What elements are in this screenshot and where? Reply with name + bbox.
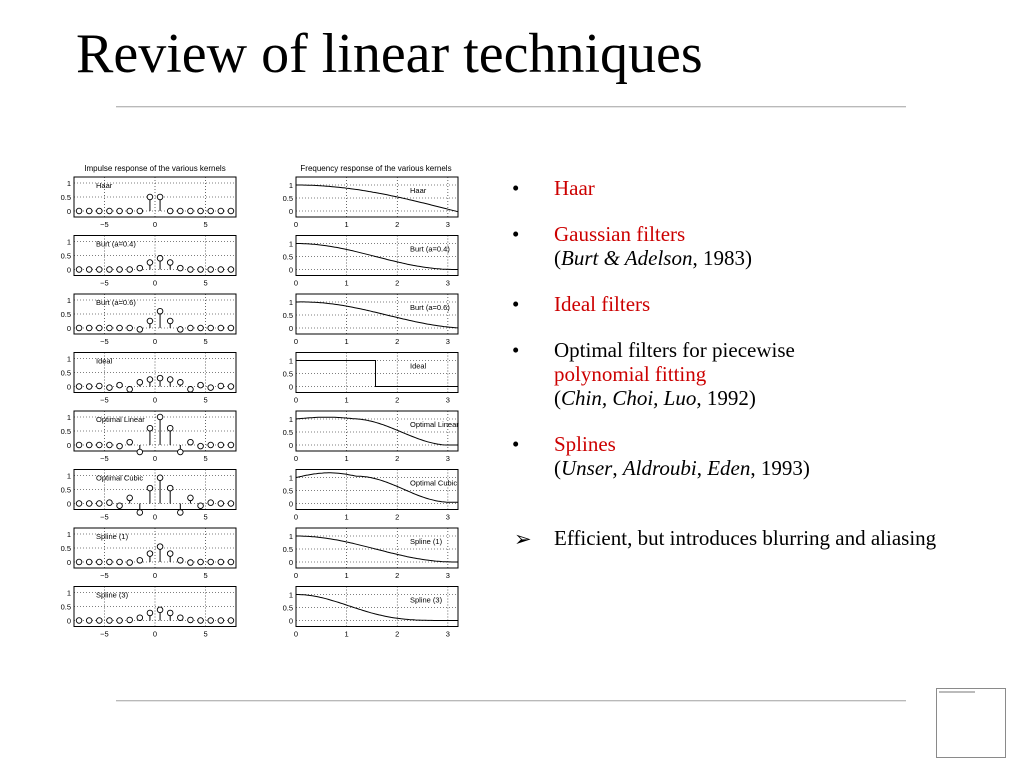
impulse-sample-point (137, 327, 143, 333)
impulse-sample-point (208, 267, 214, 273)
impulse-y-tick-label: 1 (66, 471, 71, 481)
impulse-y-tick-label: 1 (66, 588, 71, 598)
bullet-ideal (512, 292, 972, 316)
frequency-y-tick-label: 0 (288, 265, 293, 275)
impulse-sample-point (97, 618, 103, 624)
frequency-x-tick-label: 0 (293, 629, 299, 639)
impulse-sample-point (218, 383, 224, 389)
impulse-sample-point (188, 267, 194, 273)
impulse-sample-point (117, 325, 123, 331)
impulse-y-tick-label: 0.5 (60, 251, 71, 261)
bullet-haar (512, 176, 972, 200)
frequency-x-tick-label: 1 (344, 278, 349, 288)
bullet-text: Gaussian filters (554, 222, 686, 246)
frequency-panel-label: Burt (a=0.4) (410, 244, 450, 254)
impulse-sample-point (137, 208, 143, 214)
impulse-sample-point (137, 510, 143, 516)
bullet-gaussian (512, 222, 972, 270)
frequency-panel-label: Burt (a=0.6) (410, 303, 450, 312)
conclusion-text: Efficient, but introduces blurring and aliasing (554, 526, 937, 550)
impulse-y-tick-label: 1 (66, 237, 71, 247)
impulse-sample-point (167, 208, 173, 214)
impulse-sample-point (86, 618, 92, 624)
impulse-sample-point (137, 558, 143, 564)
impulse-sample-point (147, 377, 153, 383)
impulse-sample-point (198, 325, 204, 331)
impulse-sample-point (127, 387, 133, 393)
frequency-x-tick-label: 2 (395, 395, 400, 405)
frequency-y-tick-label: 0.5 (282, 369, 293, 379)
impulse-sample-point (117, 618, 123, 624)
impulse-x-tick-label: 5 (203, 337, 208, 346)
frequency-x-tick-label: 1 (344, 337, 349, 346)
impulse-y-tick-label: 0.5 (60, 427, 71, 436)
frequency-x-tick-label: 2 (395, 512, 400, 522)
impulse-sample-point (218, 325, 224, 331)
citation-author-1: Unser (561, 456, 613, 480)
bullet-text: Haar (554, 176, 595, 200)
impulse-y-tick-label: 0 (66, 265, 71, 275)
impulse-sample-point (178, 208, 184, 214)
impulse-sample-point (127, 267, 133, 273)
impulse-x-tick-label: 5 (203, 278, 208, 288)
impulse-sample-point (76, 325, 82, 331)
impulse-column-title: Impulse response of the various kernels (84, 164, 226, 173)
impulse-sample-point (117, 503, 123, 509)
impulse-sample-point (76, 559, 82, 565)
impulse-y-tick-label: 0 (66, 616, 71, 626)
citation-authors: Chin, Choi, Luo (561, 386, 697, 410)
frequency-y-tick-label: 1 (288, 473, 293, 483)
impulse-x-tick-label: 5 (203, 571, 208, 580)
impulse-x-tick-label: 0 (152, 629, 158, 639)
impulse-sample-point (97, 501, 103, 507)
impulse-sample-point (208, 618, 214, 624)
impulse-sample-point (208, 208, 214, 214)
impulse-y-tick-label: 0.5 (60, 544, 71, 553)
impulse-y-tick-label: 0 (66, 382, 71, 392)
impulse-y-tick-label: 1 (66, 413, 71, 422)
impulse-sample-point (107, 325, 113, 331)
impulse-sample-point (188, 439, 194, 445)
frequency-y-tick-label: 1 (288, 590, 293, 600)
frequency-x-tick-label: 2 (395, 571, 400, 580)
impulse-sample-point (188, 208, 194, 214)
impulse-sample-point (107, 385, 113, 391)
impulse-y-tick-label: 0 (66, 558, 71, 567)
impulse-sample-point (167, 425, 173, 431)
citation-year: , 1993) (750, 456, 810, 480)
impulse-y-tick-label: 0 (66, 207, 71, 216)
impulse-sample-point (178, 558, 184, 564)
impulse-x-tick-label: −5 (100, 629, 109, 639)
citation-author-2: Aldroubi (622, 456, 697, 480)
frequency-y-tick-label: 0 (288, 324, 293, 333)
impulse-sample-point (117, 382, 123, 388)
frequency-y-tick-label: 0.5 (282, 603, 293, 613)
impulse-sample-point (76, 384, 82, 390)
impulse-sample-point (157, 607, 163, 613)
frequency-panel-label: Optimal Cubic (410, 478, 458, 488)
impulse-x-tick-label: 5 (203, 220, 208, 229)
impulse-sample-point (137, 265, 143, 271)
impulse-sample-point (86, 501, 92, 507)
impulse-y-tick-label: 0 (66, 441, 71, 450)
impulse-sample-point (97, 267, 103, 273)
impulse-panel-label: Haar (96, 181, 113, 190)
impulse-sample-point (198, 559, 204, 565)
impulse-sample-point (208, 325, 214, 331)
citation-open: ( (554, 246, 561, 270)
impulse-x-tick-label: 5 (203, 395, 208, 405)
frequency-y-tick-label: 0 (288, 382, 293, 392)
frequency-panel-label: Spline (3) (410, 595, 443, 605)
impulse-x-tick-label: 0 (152, 337, 158, 346)
impulse-sample-point (97, 325, 103, 331)
bullet-list (512, 176, 972, 572)
impulse-panel-label: Burt (a=0.6) (96, 298, 136, 307)
frequency-panel-label: Ideal (410, 361, 427, 371)
impulse-sample-point (107, 442, 113, 448)
citation-sep: , (696, 456, 708, 480)
bullet-text-highlight: polynomial fitting (554, 362, 707, 386)
impulse-sample-point (76, 442, 82, 448)
bullet-marker: • (512, 292, 520, 316)
impulse-sample-point (86, 208, 92, 214)
bullet-marker: • (512, 432, 520, 456)
impulse-x-tick-label: −5 (100, 337, 109, 346)
impulse-sample-point (86, 559, 92, 565)
impulse-y-tick-label: 0.5 (60, 193, 71, 202)
impulse-sample-point (127, 560, 133, 566)
impulse-sample-point (167, 318, 173, 324)
impulse-sample-point (147, 485, 153, 491)
impulse-sample-point (218, 267, 224, 273)
citation-sep: , (612, 456, 623, 480)
bullet-text: Ideal filters (554, 292, 651, 316)
impulse-sample-point (157, 308, 163, 314)
impulse-x-tick-label: 0 (152, 454, 158, 463)
impulse-sample-point (188, 560, 194, 566)
impulse-sample-point (208, 442, 214, 448)
frequency-x-tick-label: 2 (395, 278, 400, 288)
frequency-x-tick-label: 3 (445, 220, 450, 229)
impulse-sample-point (228, 501, 234, 507)
impulse-sample-point (86, 384, 92, 390)
impulse-sample-point (167, 377, 173, 383)
impulse-sample-point (198, 267, 204, 273)
impulse-sample-point (117, 208, 123, 214)
frequency-x-tick-label: 0 (293, 278, 299, 288)
impulse-x-tick-label: −5 (100, 220, 109, 229)
impulse-sample-point (147, 194, 153, 200)
impulse-panel-label: Spline (1) (96, 532, 129, 541)
bullet-marker: • (512, 222, 520, 246)
impulse-sample-point (97, 383, 103, 389)
impulse-sample-point (218, 208, 224, 214)
impulse-sample-point (228, 384, 234, 390)
impulse-y-tick-label: 1 (66, 179, 71, 188)
frequency-y-tick-label: 0.5 (282, 311, 293, 320)
impulse-sample-point (228, 618, 234, 624)
frequency-panel-label: Optimal Linear (410, 420, 459, 429)
impulse-sample-point (117, 267, 123, 273)
impulse-x-tick-label: −5 (100, 512, 109, 522)
frequency-x-tick-label: 1 (344, 454, 349, 463)
impulse-sample-point (147, 260, 153, 266)
impulse-sample-point (228, 208, 234, 214)
frequency-x-tick-label: 1 (344, 629, 349, 639)
impulse-sample-point (218, 501, 224, 507)
frequency-y-tick-label: 0.5 (282, 545, 293, 554)
frequency-y-tick-label: 0.5 (282, 194, 293, 203)
frequency-x-tick-label: 3 (445, 629, 450, 639)
slide-thumbnail[interactable] (936, 688, 1006, 758)
impulse-x-tick-label: 0 (152, 278, 158, 288)
impulse-x-tick-label: −5 (100, 571, 109, 580)
impulse-sample-point (157, 194, 163, 200)
impulse-sample-point (157, 375, 163, 381)
impulse-sample-point (228, 442, 234, 448)
impulse-sample-point (86, 267, 92, 273)
bullet-text: Splines (554, 432, 616, 456)
frequency-y-tick-label: 0.5 (282, 428, 293, 437)
impulse-sample-point (97, 559, 103, 565)
impulse-x-tick-label: 0 (152, 395, 158, 405)
frequency-x-tick-label: 3 (445, 337, 450, 346)
citation-open: ( (554, 386, 561, 410)
impulse-y-tick-label: 1 (66, 296, 71, 305)
impulse-sample-point (157, 475, 163, 481)
impulse-sample-point (107, 500, 113, 506)
impulse-sample-point (218, 618, 224, 624)
impulse-sample-point (228, 267, 234, 273)
frequency-y-tick-label: 1 (288, 298, 293, 307)
frequency-y-tick-label: 1 (288, 532, 293, 541)
impulse-x-tick-label: −5 (100, 454, 109, 463)
frequency-y-tick-label: 1 (288, 356, 293, 366)
impulse-sample-point (127, 208, 133, 214)
impulse-sample-point (188, 387, 194, 393)
frequency-x-tick-label: 1 (344, 571, 349, 580)
frequency-x-tick-label: 1 (344, 512, 349, 522)
frequency-x-tick-label: 0 (293, 571, 299, 580)
impulse-sample-point (228, 559, 234, 565)
impulse-sample-point (178, 327, 184, 333)
impulse-x-tick-label: 0 (152, 571, 158, 580)
frequency-x-tick-label: 0 (293, 337, 299, 346)
bullet-marker: • (512, 338, 520, 362)
frequency-y-tick-label: 0 (288, 207, 293, 216)
frequency-panel-label: Spline (1) (410, 537, 443, 546)
frequency-y-tick-label: 0 (288, 441, 293, 450)
impulse-sample-point (76, 208, 82, 214)
impulse-sample-point (228, 325, 234, 331)
impulse-sample-point (147, 551, 153, 557)
impulse-x-tick-label: 5 (203, 512, 208, 522)
impulse-sample-point (117, 443, 123, 449)
frequency-x-tick-label: 3 (445, 454, 450, 463)
impulse-sample-point (188, 325, 194, 331)
citation-authors: Burt & Adelson (561, 246, 693, 270)
impulse-sample-point (167, 551, 173, 557)
impulse-sample-point (157, 255, 163, 261)
impulse-sample-point (147, 425, 153, 431)
citation-year: , 1992) (696, 386, 756, 410)
impulse-sample-point (198, 208, 204, 214)
impulse-sample-point (76, 618, 82, 624)
impulse-sample-point (178, 615, 184, 621)
frequency-x-tick-label: 0 (293, 220, 299, 229)
impulse-sample-point (157, 414, 163, 420)
impulse-sample-point (76, 501, 82, 507)
impulse-panel-label: Optimal Linear (96, 415, 145, 424)
impulse-sample-point (167, 260, 173, 266)
frequency-x-tick-label: 2 (395, 454, 400, 463)
impulse-sample-point (127, 617, 133, 623)
impulse-sample-point (107, 559, 113, 565)
frequency-x-tick-label: 2 (395, 629, 400, 639)
frequency-column-title: Frequency response of the various kernels (300, 164, 452, 173)
impulse-sample-point (137, 380, 143, 386)
frequency-x-tick-label: 3 (445, 395, 450, 405)
impulse-sample-point (117, 559, 123, 565)
impulse-panel-label: Optimal Cubic (96, 473, 144, 483)
impulse-x-tick-label: −5 (100, 278, 109, 288)
impulse-x-tick-label: −5 (100, 395, 109, 405)
impulse-sample-point (97, 442, 103, 448)
impulse-sample-point (198, 443, 204, 449)
frequency-y-tick-label: 0 (288, 558, 293, 567)
citation-year: , 1983) (692, 246, 752, 270)
impulse-sample-point (218, 442, 224, 448)
frequency-y-tick-label: 1 (288, 415, 293, 424)
impulse-sample-point (198, 618, 204, 624)
impulse-x-tick-label: 0 (152, 512, 158, 522)
impulse-sample-point (218, 559, 224, 565)
impulse-sample-point (137, 615, 143, 621)
impulse-sample-point (167, 485, 173, 491)
frequency-x-tick-label: 2 (395, 337, 400, 346)
impulse-sample-point (188, 617, 194, 623)
frequency-x-tick-label: 1 (344, 395, 349, 405)
impulse-y-tick-label: 0.5 (60, 368, 71, 378)
impulse-y-tick-label: 0 (66, 324, 71, 333)
impulse-panel-label: Ideal (96, 356, 113, 366)
impulse-sample-point (147, 610, 153, 616)
impulse-sample-point (178, 265, 184, 271)
frequency-y-tick-label: 0 (288, 499, 293, 509)
impulse-sample-point (208, 385, 214, 391)
impulse-y-tick-label: 1 (66, 354, 71, 364)
frequency-y-tick-label: 0.5 (282, 252, 293, 262)
frequency-y-tick-label: 0.5 (282, 486, 293, 496)
impulse-sample-point (86, 442, 92, 448)
impulse-x-tick-label: 0 (152, 220, 158, 229)
impulse-sample-point (167, 610, 173, 616)
frequency-x-tick-label: 0 (293, 395, 299, 405)
impulse-panel-label: Burt (a=0.4) (96, 239, 136, 249)
impulse-sample-point (86, 325, 92, 331)
impulse-sample-point (178, 380, 184, 386)
bullet-splines (512, 432, 972, 480)
impulse-sample-point (178, 449, 184, 455)
frequency-x-tick-label: 3 (445, 278, 450, 288)
bullet-marker: • (512, 176, 520, 200)
impulse-sample-point (107, 618, 113, 624)
impulse-sample-point (127, 325, 133, 331)
impulse-y-tick-label: 0.5 (60, 310, 71, 319)
frequency-x-tick-label: 0 (293, 512, 299, 522)
frequency-y-tick-label: 1 (288, 181, 293, 190)
impulse-sample-point (208, 559, 214, 565)
impulse-sample-point (127, 439, 133, 445)
impulse-sample-point (188, 495, 194, 501)
impulse-y-tick-label: 0 (66, 499, 71, 509)
arrow-bullet-icon: ➢ (514, 527, 532, 551)
impulse-sample-point (127, 495, 133, 501)
impulse-y-tick-label: 0.5 (60, 602, 71, 612)
impulse-sample-point (137, 449, 143, 455)
bullet-text: Optimal filters for piecewise (554, 338, 795, 362)
frequency-x-tick-label: 0 (293, 454, 299, 463)
thumbnail-text-line (939, 691, 975, 693)
impulse-sample-point (107, 208, 113, 214)
frequency-x-tick-label: 2 (395, 220, 400, 229)
impulse-y-tick-label: 1 (66, 530, 71, 539)
citation-author-3: Eden (707, 456, 751, 480)
impulse-y-tick-label: 0.5 (60, 485, 71, 495)
impulse-x-tick-label: 5 (203, 454, 208, 463)
impulse-panel-label: Spline (3) (96, 590, 129, 600)
frequency-y-tick-label: 1 (288, 239, 293, 249)
impulse-sample-point (157, 544, 163, 550)
impulse-sample-point (198, 382, 204, 388)
impulse-sample-point (147, 318, 153, 324)
impulse-x-tick-label: 5 (203, 629, 208, 639)
bullet-optimal (512, 338, 972, 410)
citation-open: ( (554, 456, 561, 480)
frequency-x-tick-label: 1 (344, 220, 349, 229)
frequency-x-tick-label: 3 (445, 512, 450, 522)
slide-title: Review of linear techniques (76, 23, 703, 85)
conclusion-bullet (512, 526, 972, 550)
impulse-sample-point (208, 500, 214, 506)
footer-divider (116, 700, 906, 702)
frequency-x-tick-label: 3 (445, 571, 450, 580)
impulse-sample-point (198, 503, 204, 509)
impulse-sample-point (107, 267, 113, 273)
impulse-sample-point (178, 510, 184, 516)
frequency-panel-label: Haar (410, 186, 427, 195)
impulse-sample-point (97, 208, 103, 214)
frequency-y-tick-label: 0 (288, 616, 293, 626)
impulse-sample-point (76, 267, 82, 273)
